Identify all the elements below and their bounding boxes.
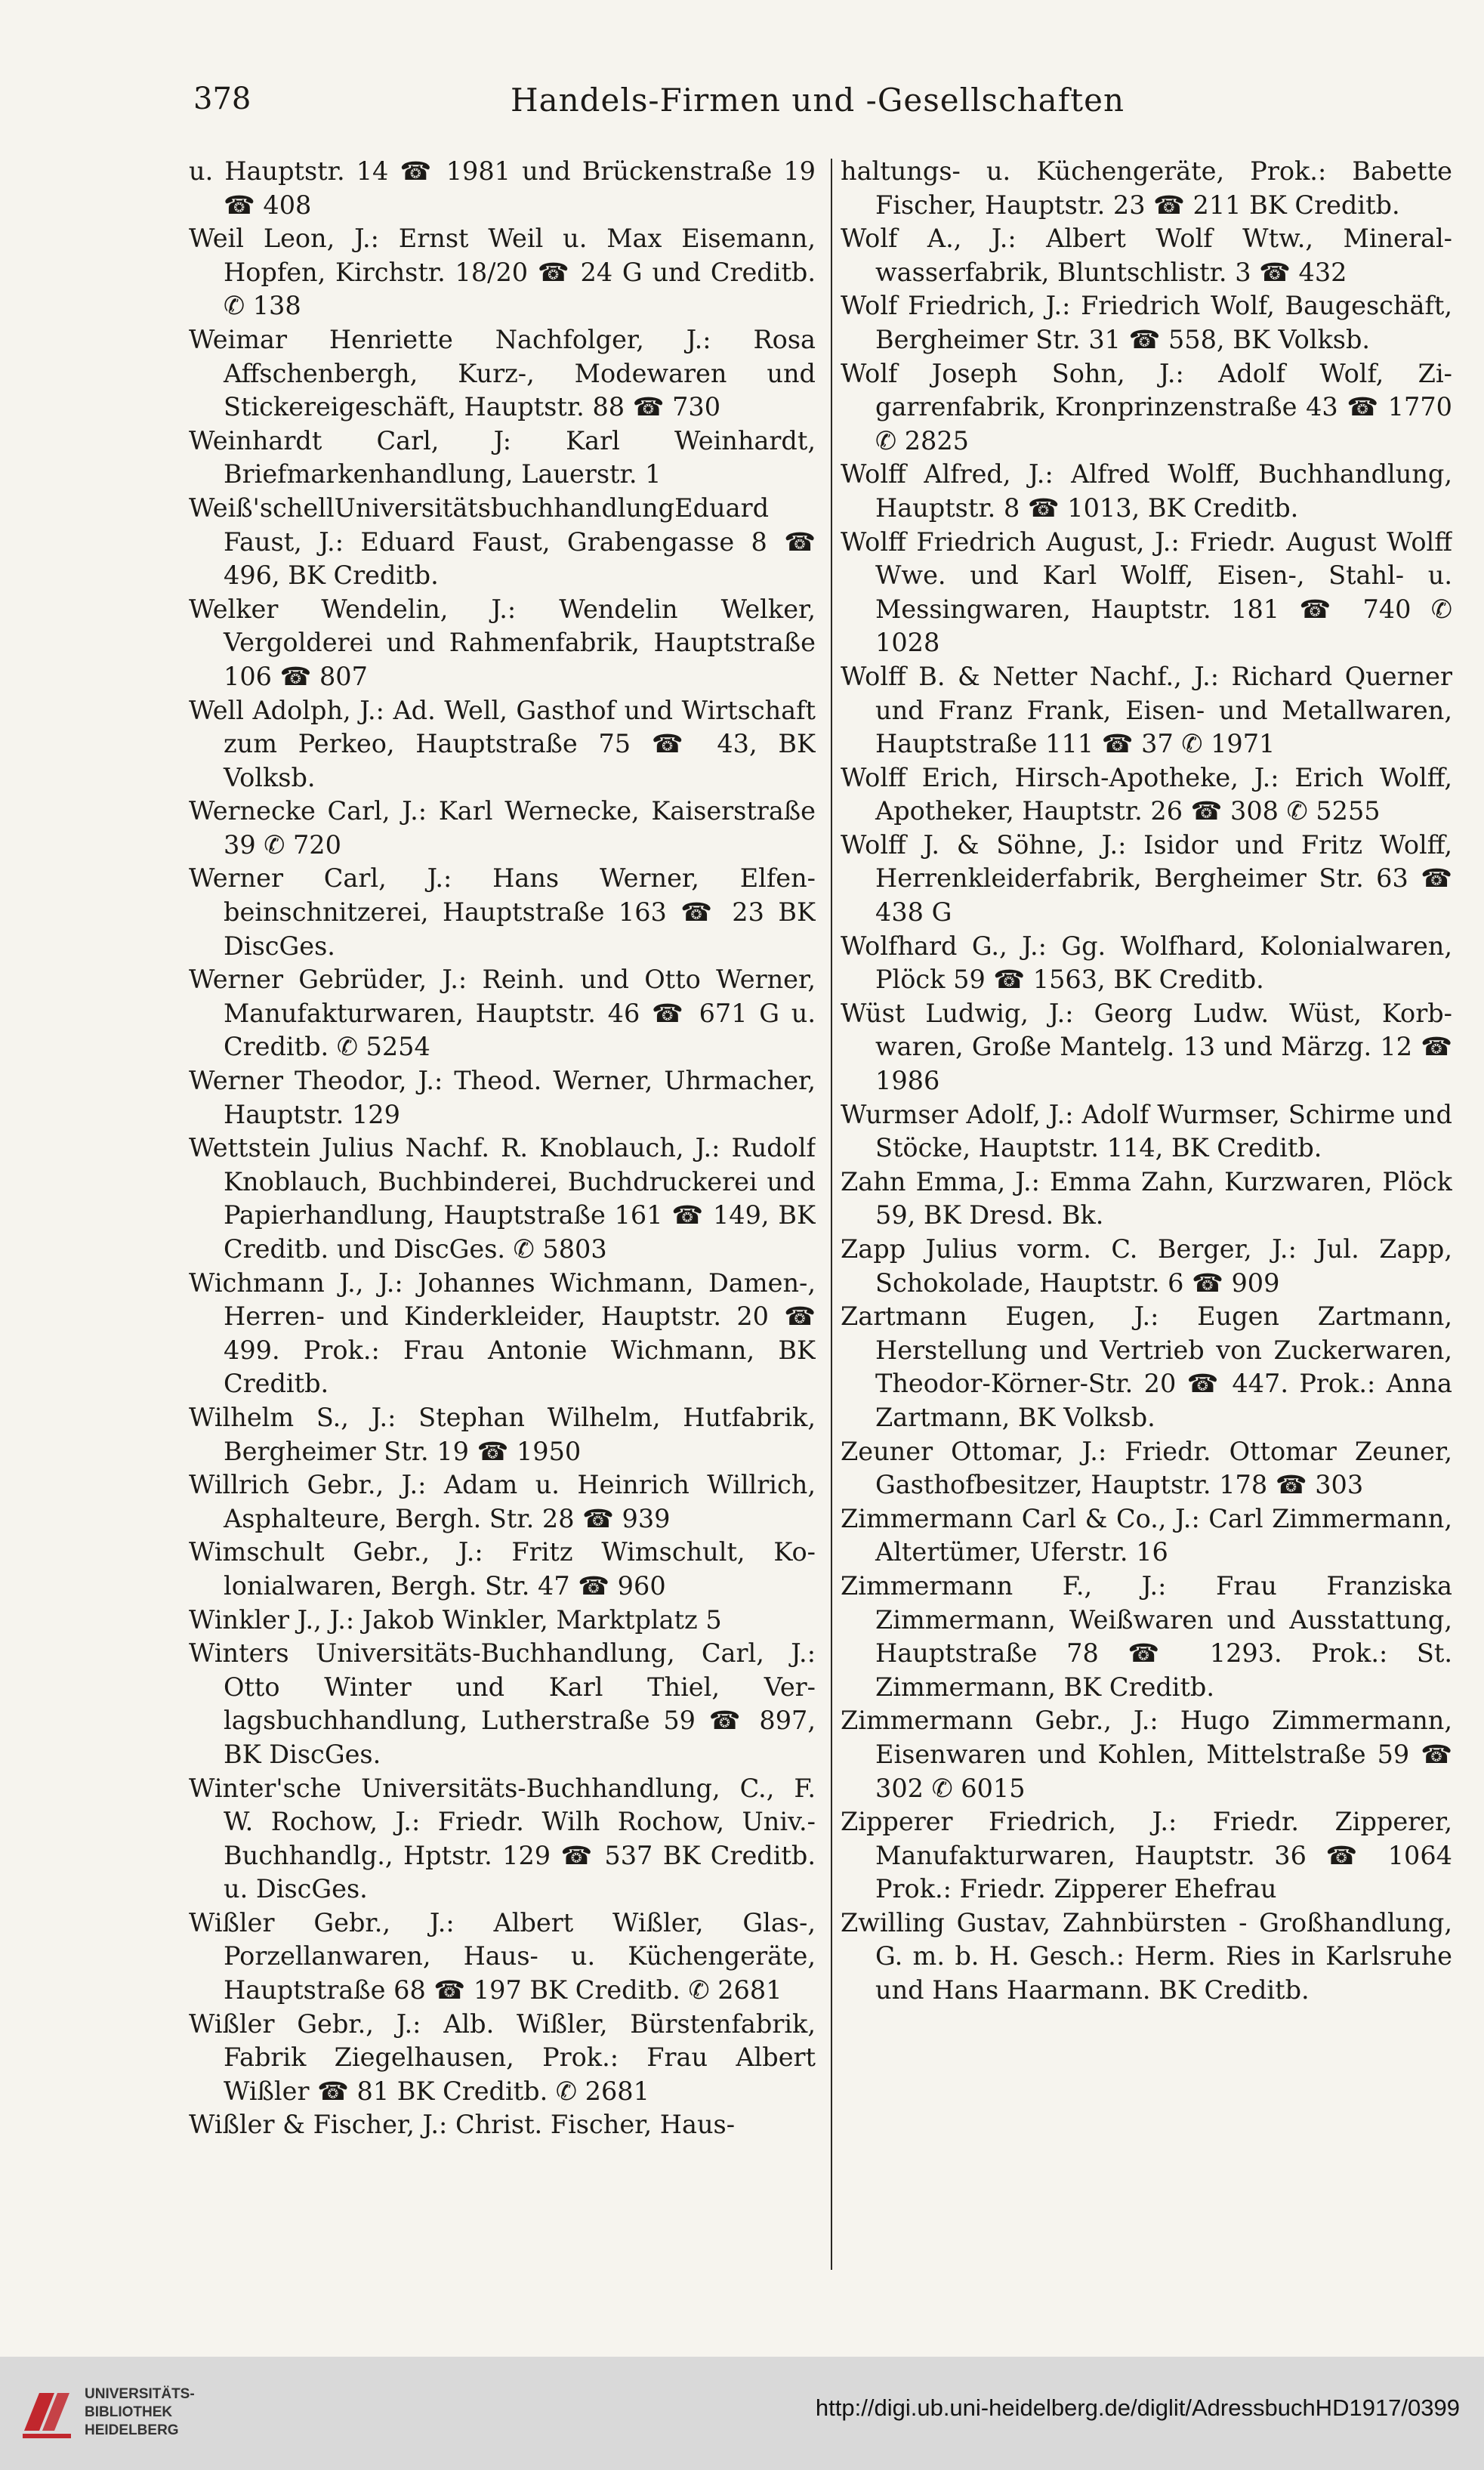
directory-entry: Wißler Gebr., J.: Albert Wißler, Glas-, Porzellanwaren, Haus- u. Küchengeräte, Hauptstraße 68 ☎ 197 BK Creditb. ✆ 2681 xyxy=(189,1907,816,2005)
directory-entry: Wichmann J., J.: Johannes Wichmann, Damen-, Herren- und Kinderkleider, Hauptstr. 20 ☎ 499. Prok.: Frau Antonie Wichmann, BK Creditb. xyxy=(189,1267,816,1399)
directory-entry: Wimschult Gebr., J.: Fritz Wimschult, Kolonialwaren, Bergh. Str. 47 ☎ 960 xyxy=(189,1537,816,1601)
directory-entry: Zimmermann F., J.: Frau Franziska Zimmermann, Weißwaren und Ausstattung, Hauptstraße 78 ☎ 1293. Prok.: St. Zimmermann, BK Creditb. xyxy=(841,1570,1452,1702)
directory-entry: u. Hauptstr. 14 ☎ 1981 und Brückenstraße 19 ☎ 408 xyxy=(189,156,816,220)
directory-entry: Werner Gebrüder, J.: Reinh. und Otto Werner, Manufakturwaren, Hauptstr. 46 ☎ 671 G u. Creditb. ✆ 5254 xyxy=(189,965,816,1062)
directory-entry: Zimmermann Carl & Co., J.: Carl Zimmermann, Altertümer, Uferstr. 16 xyxy=(841,1503,1452,1567)
directory-entry: Zartmann Eugen, J.: Eugen Zartmann, Herstellung und Vertrieb von Zuckerwaren, Theodor-Körner-Str. 20 ☎ 447. Prok.: Anna Zartmann, BK Volksb. xyxy=(841,1301,1452,1432)
directory-entry: Wolf Joseph Sohn, J.: Adolf Wolf, Zigarrenfabrik, Kronprinzenstraße 43 ☎ 1770 ✆ 2825 xyxy=(841,358,1452,455)
directory-entry: Wolff J. & Söhne, J.: Isidor und Fritz Wolff, Herrenkleiderfabrik, Bergheimer Str. 63 ☎ 438 G xyxy=(841,829,1452,928)
directory-entry: Well Adolph, J.: Ad. Well, Gasthof und Wirtschaft zum Perkeo, Hauptstraße 75 ☎ 43, BK Volksb. xyxy=(189,695,816,792)
directory-entry: Zahn Emma, J.: Emma Zahn, Kurzwaren, Plöck 59, BK Dresd. Bk. xyxy=(841,1166,1452,1230)
directory-entry: Wolff B. & Netter Nachf., J.: Richard Querner und Franz Frank, Eisen- und Metallwaren, Hauptstraße 111 ☎ 37 ✆ 1971 xyxy=(841,661,1452,759)
directory-entry: Wolff Friedrich August, J.: Friedr. August Wolff Wwe. und Karl Wolff, Eisen-, Stahl- u. Messingwaren, Hauptstr. 181 ☎ 740 ✆ 1028 xyxy=(841,526,1452,658)
directory-entry: Wolf Friedrich, J.: Friedrich Wolf, Baugeschäft, Bergheimer Str. 31 ☎ 558, BK Volksb. xyxy=(841,291,1452,354)
library-name-line: UNIVERSITÄTS- xyxy=(85,2386,195,2402)
directory-entry: Zipperer Friedrich, J.: Friedr. Zipperer, Manufakturwaren, Hauptstr. 36 ☎ 1064 Prok.: Friedr. Zipperer Ehefrau xyxy=(841,1807,1452,1904)
directory-entry: Wolff Alfred, J.: Alfred Wolff, Buchhandlung, Hauptstr. 8 ☎ 1013, BK Creditb. xyxy=(841,459,1452,523)
running-head: Handels-Firmen und -Gesellschaften xyxy=(510,82,1125,119)
directory-entry: Wolff Erich, Hirsch-Apotheke, J.: Erich Wolff, Apotheker, Hauptstr. 26 ☎ 308 ✆ 5255 xyxy=(841,762,1452,826)
directory-entry: Zapp Julius vorm. C. Berger, J.: Jul. Zapp, Schokolade, Hauptstr. 6 ☎ 909 xyxy=(841,1234,1452,1298)
directory-entry: Wernecke Carl, J.: Karl Wernecke, Kaiserstraße 39 ✆ 720 xyxy=(189,796,816,860)
footer-bar xyxy=(0,2357,1484,2470)
directory-entry: Winter'sche Universitäts-Buchhandlung, C., F. W. Rochow, J.: Friedr. Wilh Rochow, Univ.-Buchhandlg., Hptstr. 129 ☎ 537 BK Creditb. u. DiscGes. xyxy=(189,1773,816,1904)
directory-entry: Werner Theodor, J.: Theod. Werner, Uhrmacher, Hauptstr. 129 xyxy=(189,1066,816,1129)
directory-entry: Wolf A., J.: Albert Wolf Wtw., Mineralwasserfabrik, Bluntschlistr. 3 ☎ 432 xyxy=(841,224,1452,287)
directory-entry: Wüst Ludwig, J.: Georg Ludw. Wüst, Korbwaren, Große Mantelg. 13 und Märzg. 12 ☎ 1986 xyxy=(841,998,1452,1096)
directory-entry: Winters Universitäts-Buchhandlung, Carl, J.: Otto Winter und Karl Thiel, Verlagsbuchhandlung, Lutherstraße 59 ☎ 897, BK DiscGes. xyxy=(189,1638,816,1769)
source-url-link[interactable]: http://digi.ub.uni-heidelberg.de/diglit/AdressbuchHD1917/0399 xyxy=(815,2394,1460,2421)
directory-entry: Wurmser Adolf, J.: Adolf Wurmser, Schirme und Stöcke, Hauptstr. 114, BK Creditb. xyxy=(841,1099,1452,1163)
directory-entry: Weil Leon, J.: Ernst Weil u. Max Eisemann, Hopfen, Kirchstr. 18/20 ☎ 24 G und Creditb. ✆ 138 xyxy=(189,224,816,321)
directory-entry: haltungs- u. Küchengeräte, Prok.: Babette Fischer, Hauptstr. 23 ☎ 211 BK Creditb. xyxy=(841,156,1452,220)
directory-entry: Wißler & Fischer, J.: Christ. Fischer, Haus- xyxy=(189,2110,736,2140)
library-name xyxy=(85,2385,195,2440)
directory-entry: Werner Carl, J.: Hans Werner, Elfenbeinschnitzerei, Hauptstraße 163 ☎ 23 BK DiscGes. xyxy=(189,863,816,961)
directory-entry: Welker Wendelin, J.: Wendelin Welker, Vergolderei und Rahmenfabrik, Hauptstraße 106 ☎ 807 xyxy=(189,594,816,691)
directory-entry: Weinhardt Carl, J: Karl Weinhardt, Briefmarkenhandlung, Lauerstr. 1 xyxy=(189,425,816,489)
directory-entry: Wettstein Julius Nachf. R. Knoblauch, J.: Rudolf Knoblauch, Buchbinderei, Buchdruckerei und Papierhandlung, Hauptstraße 161 ☎ 149, BK Creditb. und DiscGes. ✆ 5803 xyxy=(189,1133,816,1264)
library-name-line: HEIDELBERG xyxy=(85,2422,179,2438)
directory-entry: Willrich Gebr., J.: Adam u. Heinrich Willrich, Asphalteure, Bergh. Str. 28 ☎ 939 xyxy=(189,1470,816,1533)
column-divider xyxy=(831,159,832,2270)
page-number: 378 xyxy=(193,82,251,116)
directory-entry: Wolfhard G., J.: Gg. Wolfhard, Kolonialwaren, Plöck 59 ☎ 1563, BK Creditb. xyxy=(841,931,1452,995)
directory-entry: Winkler J., J.: Jakob Winkler, Marktplatz 5 xyxy=(189,1604,722,1635)
directory-entry: Zeuner Ottomar, J.: Friedr. Ottomar Zeuner, Gasthofbesitzer, Hauptstr. 178 ☎ 303 xyxy=(841,1436,1452,1500)
directory-entry: Wißler Gebr., J.: Alb. Wißler, Bürstenfabrik, Fabrik Ziegelhausen, Prok.: Frau Albert Wißler ☎ 81 BK Creditb. ✆ 2681 xyxy=(189,2008,816,2106)
directory-entry: Wilhelm S., J.: Stephan Wilhelm, Hutfabrik, Bergheimer Str. 19 ☎ 1950 xyxy=(189,1402,816,1466)
directory-entry: Zwilling Gustav, Zahnbürsten - Großhandlung, G. m. b. H. Gesch.: Herm. Ries in Karlsruhe und Hans Haarmann. BK Creditb. xyxy=(841,1907,1452,2005)
directory-entry: Weiß'schellUniversitätsbuchhandlungEduard Faust, J.: Eduard Faust, Grabengasse 8 ☎ 496, BK Creditb. xyxy=(189,492,816,591)
directory-entry: Zimmermann Gebr., J.: Hugo Zimmermann, Eisenwaren und Kohlen, Mittelstraße 59 ☎ 302 ✆ 6015 xyxy=(841,1706,1452,1803)
library-name-line: BIBLIOTHEK xyxy=(85,2404,173,2420)
right-column xyxy=(841,155,1452,2285)
library-logo-icon xyxy=(17,2378,77,2446)
left-column xyxy=(189,155,816,2285)
directory-entry: Weimar Henriette Nachfolger, J.: Rosa Affschenbergh, Kurz-, Modewaren und Stickereigeschäft, Hauptstr. 88 ☎ 730 xyxy=(189,324,816,422)
